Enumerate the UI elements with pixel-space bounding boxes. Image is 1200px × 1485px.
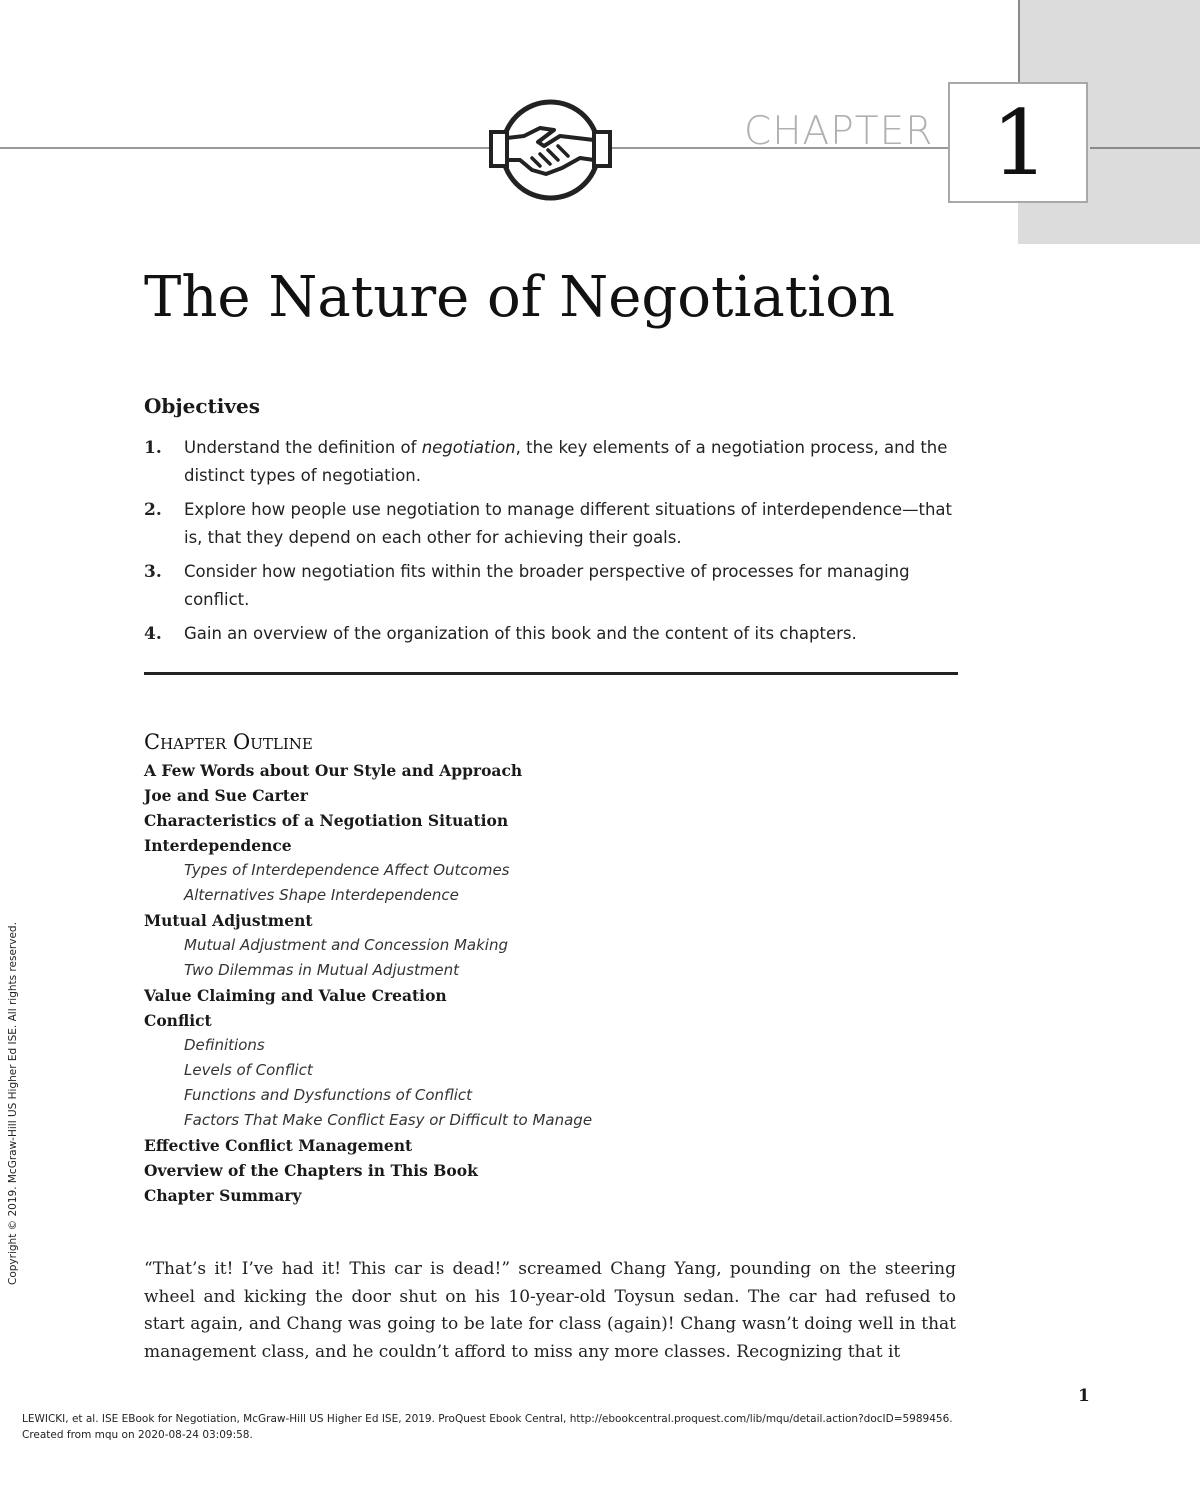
objective-text xyxy=(184,434,960,490)
outline-section: Joe and Sue Carter xyxy=(144,786,308,805)
chapter-outline-heading xyxy=(144,728,313,757)
outline-heading-part: utline xyxy=(250,730,313,754)
objective-text xyxy=(184,558,960,614)
objective-number: 1. xyxy=(144,438,162,458)
outline-section: Characteristics of a Negotiation Situation xyxy=(144,811,509,830)
objective-text-part: , the key elements of a negotiation process, and the distinct types of negotiation. xyxy=(184,438,948,485)
objective-text-part: Understand the definition of xyxy=(184,438,422,457)
outline-subsection: Alternatives Shape Interdependence xyxy=(184,886,459,904)
body-paragraph: “That’s it! I’ve had it! This car is dead!” screamed Chang Yang, pounding on the steering wheel and kicking the door shut on his 10-year-old Toysun sedan. The car had refused to start again, and Chang was going to be late for class (again)! Chang wasn’t doing well in that management class, and he couldn’t afford to miss any more classes. Recognizing that it xyxy=(144,1259,956,1362)
outline-heading-initial: O xyxy=(233,730,251,754)
outline-section: A Few Words about Our Style and Approach xyxy=(144,761,523,780)
chapter-tab-edge xyxy=(1018,0,1020,82)
handshake-icon xyxy=(488,96,613,204)
page-title: The Nature of Negotiation xyxy=(144,265,895,330)
objectives-list xyxy=(144,434,960,654)
outline-section: Conflict xyxy=(144,1011,212,1030)
outline-heading-initial: C xyxy=(144,730,161,754)
objective-text-part: Gain an overview of the organization of this book and the content of its chapters. xyxy=(184,624,857,643)
chapter-number: 1 xyxy=(991,91,1049,196)
objective-text-part: Consider how negotiation fits within the broader perspective of processes for managing conflict. xyxy=(184,562,910,609)
objective-number: 4. xyxy=(144,624,162,644)
outline-subsection: Two Dilemmas in Mutual Adjustment xyxy=(184,961,460,979)
page-number: 1 xyxy=(1078,1386,1090,1406)
objective-item xyxy=(144,620,960,648)
objectives-heading: Objectives xyxy=(144,394,260,418)
header-rule-left xyxy=(0,147,492,149)
outline-section: Interdependence xyxy=(144,836,292,855)
outline-section: Value Claiming and Value Creation xyxy=(144,986,447,1005)
chapter-outline-list xyxy=(144,758,844,1208)
objective-term: negotiation xyxy=(421,438,516,457)
outline-subsection: Definitions xyxy=(184,1036,265,1054)
chapter-number-box xyxy=(948,82,1088,203)
objective-text xyxy=(184,620,960,648)
objective-text xyxy=(184,496,960,552)
outline-heading-part: hapter xyxy=(160,730,234,754)
section-divider xyxy=(144,672,958,675)
outline-section: Mutual Adjustment xyxy=(144,911,313,930)
citation-line: LEWICKI, et al. ISE EBook for Negotiation, McGraw-Hill US Higher Ed ISE, 2019. ProQuest Ebook Central, http://ebookcentral.proquest.com/lib/mqu/detail.action?docID=5989456. xyxy=(22,1413,953,1425)
outline-section: Overview of the Chapters in This Book xyxy=(144,1161,478,1180)
citation-line: Created from mqu on 2020-08-24 03:09:58. xyxy=(22,1429,253,1441)
objective-number: 3. xyxy=(144,562,162,582)
objective-text-part: Explore how people use negotiation to manage different situations of interdependence—that is, that they depend on each other for achieving their goals. xyxy=(184,500,953,547)
chapter-label: CHAPTER xyxy=(744,109,934,154)
outline-subsection: Factors That Make Conflict Easy or Difficult to Manage xyxy=(184,1111,593,1129)
outline-section: Chapter Summary xyxy=(144,1186,302,1205)
header-rule-right xyxy=(1090,147,1200,149)
copyright-notice: Copyright © 2019. McGraw-Hill US Higher Ed ISE. All rights reserved. xyxy=(7,922,19,1285)
objective-number: 2. xyxy=(144,500,162,520)
outline-subsection: Mutual Adjustment and Concession Making xyxy=(184,936,509,954)
objective-item xyxy=(144,558,960,614)
objective-item xyxy=(144,434,960,490)
outline-subsection: Levels of Conflict xyxy=(184,1061,313,1079)
outline-section: Effective Conflict Management xyxy=(144,1136,413,1155)
citation-footer xyxy=(22,1411,953,1443)
outline-subsection: Functions and Dysfunctions of Conflict xyxy=(184,1086,473,1104)
outline-subsection: Types of Interdependence Affect Outcomes xyxy=(184,861,510,879)
objective-item xyxy=(144,496,960,552)
